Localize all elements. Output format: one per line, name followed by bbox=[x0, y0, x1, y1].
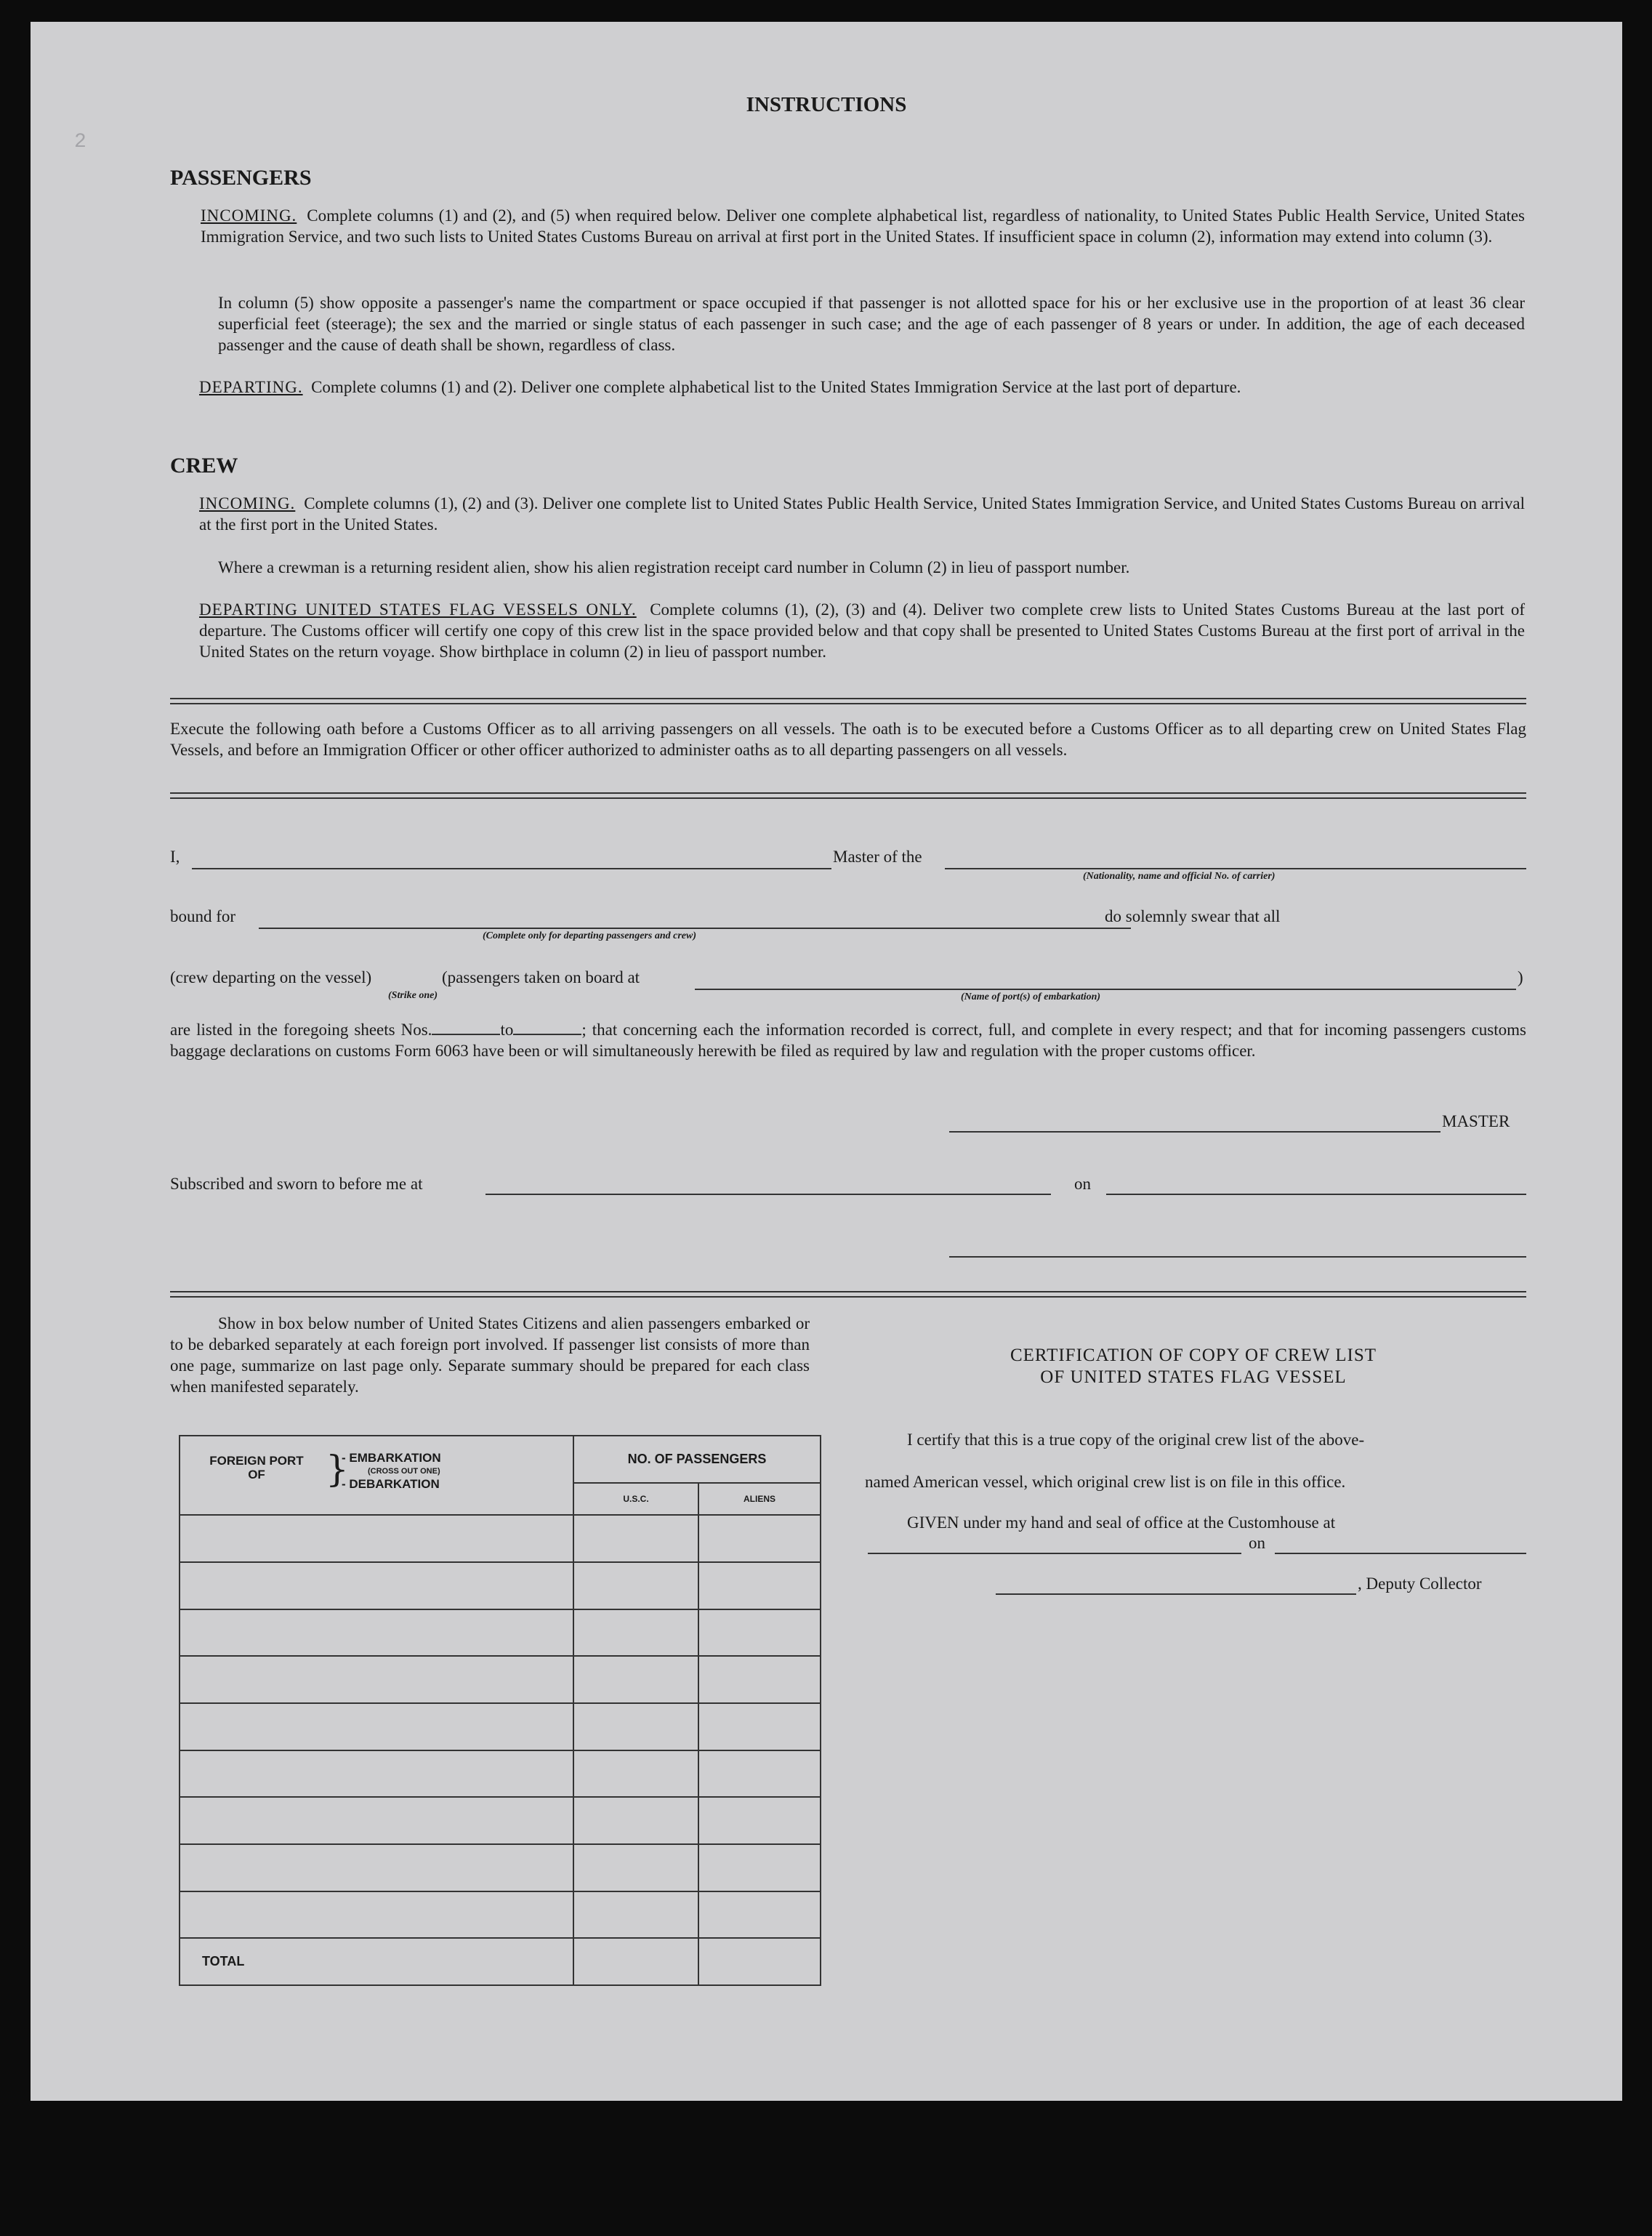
sworn-date-field[interactable] bbox=[1106, 1194, 1526, 1195]
crew-incoming-label: INCOMING. bbox=[199, 494, 296, 512]
oath-instructions-text: Execute the following oath before a Customs Officer as to all arriving passengers on all vessels. The oath is to be executed before a Customs Officer as to all departing crew on United States Flag Vessels, and before an Immigration Officer or other officer authorized to administer oaths as to all departing passengers on all vessels. bbox=[170, 720, 1526, 759]
passengers-heading: PASSENGERS bbox=[170, 166, 312, 190]
listed-in-label: are listed in the foregoing sheets Nos. bbox=[170, 1021, 432, 1039]
embarkation-ports-field[interactable] bbox=[695, 989, 1516, 990]
divider bbox=[170, 1291, 1526, 1298]
summary-instructions bbox=[170, 1313, 810, 1397]
aliens-cell[interactable] bbox=[698, 1562, 821, 1609]
usc-total-cell[interactable] bbox=[573, 1938, 698, 1985]
master-signature-field[interactable] bbox=[949, 1131, 1441, 1133]
usc-cell[interactable] bbox=[573, 1609, 698, 1657]
crew-alien bbox=[218, 557, 1525, 578]
port-cell[interactable] bbox=[180, 1515, 573, 1562]
passengers-incoming-text: Complete columns (1) and (2), and (5) when required below. Deliver one complete alphabetical list, regardless of nationality, to United States Public Health Service, United States Immigration Service, and two such lists to United States Customs Bureau on arrival at first port in the United States. If insufficient space in column (2), information may extend into column (3). bbox=[201, 206, 1525, 246]
aliens-cell[interactable] bbox=[698, 1750, 821, 1798]
usc-cell[interactable] bbox=[573, 1656, 698, 1703]
aliens-total-cell[interactable] bbox=[698, 1938, 821, 1985]
passengers-departing bbox=[199, 377, 1525, 398]
passenger-summary-table bbox=[179, 1435, 821, 1986]
total-label: TOTAL bbox=[180, 1938, 573, 1985]
carrier-caption: (Nationality, name and official No. of carrier) bbox=[1083, 871, 1276, 882]
usc-cell[interactable] bbox=[573, 1750, 698, 1798]
port-cell[interactable] bbox=[180, 1844, 573, 1891]
certification-title-line1: CERTIFICATION OF COPY OF CREW LIST bbox=[1010, 1346, 1377, 1365]
strike-caption: (Strike one) bbox=[388, 990, 438, 1001]
crew-departing-label: DEPARTING UNITED STATES FLAG VESSELS ONLY. bbox=[199, 600, 637, 619]
no-of-passengers-header: NO. OF PASSENGERS bbox=[573, 1436, 821, 1483]
cert-date-field[interactable] bbox=[1275, 1553, 1526, 1554]
given-line: GIVEN under my hand and seal of office at the Customhouse at bbox=[907, 1513, 1336, 1532]
crew-incoming-text: Complete columns (1), (2) and (3). Deliver one complete list to United States Public Health Service, United States Immigration Service, and United States Customs Bureau on arrival at the first port in the United States. bbox=[199, 494, 1525, 534]
usc-cell[interactable] bbox=[573, 1891, 698, 1939]
port-cell[interactable] bbox=[180, 1609, 573, 1657]
crew-departing-option: (crew departing on the vessel) bbox=[170, 968, 372, 986]
divider bbox=[170, 698, 1526, 704]
certify-line2: named American vessel, which original crew list is on file in this office. bbox=[865, 1473, 1346, 1491]
passengers-departing-text: Complete columns (1) and (2). Deliver one complete alphabetical list to the United States Immigration Service at the last port of departure. bbox=[311, 378, 1241, 396]
cross-out-one-label: (CROSS OUT ONE) bbox=[368, 1467, 440, 1476]
sworn-on-label: on bbox=[1074, 1175, 1091, 1193]
usc-cell[interactable] bbox=[573, 1515, 698, 1562]
certification-title-line2: OF UNITED STATES FLAG VESSEL bbox=[1040, 1367, 1347, 1387]
cert-on-label: on bbox=[1249, 1534, 1265, 1552]
master-of-label: Master of the bbox=[833, 848, 922, 866]
port-header-cell bbox=[180, 1436, 573, 1515]
crew-departing bbox=[199, 599, 1525, 662]
to-label: to bbox=[500, 1021, 514, 1039]
close-paren: ) bbox=[1518, 968, 1523, 986]
bound-for-label: bound for bbox=[170, 907, 236, 925]
port-cell[interactable] bbox=[180, 1703, 573, 1750]
foreign-port-label: FOREIGN PORT OF bbox=[209, 1454, 304, 1481]
passengers-column5-text: In column (5) show opposite a passenger's name the compartment or space occupied if that passenger is not allotted space for his or her exclusive use in the proportion of at least 36 clear superficial feet (steerage); the sex and the married or single status of each passenger in such case; and the age of each passenger of 8 years or under. In addition, the age of each deceased passenger and the cause of death shall be shown, regardless of class. bbox=[218, 294, 1525, 354]
debarkation-label: - DEBARKATION bbox=[342, 1477, 440, 1491]
usc-cell[interactable] bbox=[573, 1844, 698, 1891]
oath-i-label: I, bbox=[170, 848, 180, 866]
oath-instructions bbox=[170, 718, 1526, 760]
officer-signature-field[interactable] bbox=[949, 1256, 1526, 1258]
customhouse-field[interactable] bbox=[868, 1553, 1241, 1554]
passengers-departing-label: DEPARTING. bbox=[199, 378, 303, 396]
usc-header: U.S.C. bbox=[573, 1483, 698, 1516]
port-cell[interactable] bbox=[180, 1750, 573, 1798]
aliens-cell[interactable] bbox=[698, 1797, 821, 1844]
summary-instructions-text: Show in box below number of United States Citizens and alien passengers embarked or to be debarked separately at each foreign port involved. If passenger list consists of more than one page, summarize on last page only. Separate summary should be prepared for each class when manifested separately. bbox=[170, 1314, 810, 1396]
aliens-cell[interactable] bbox=[698, 1656, 821, 1703]
deputy-signature-field[interactable] bbox=[996, 1593, 1356, 1595]
aliens-cell[interactable] bbox=[698, 1515, 821, 1562]
bound-for-caption: (Complete only for departing passengers and crew) bbox=[483, 930, 696, 941]
document-page bbox=[31, 22, 1622, 2101]
crew-incoming bbox=[199, 493, 1525, 535]
carrier-field[interactable] bbox=[945, 868, 1526, 869]
brace: } bbox=[326, 1448, 349, 1490]
sworn-location-field[interactable] bbox=[485, 1194, 1051, 1195]
port-cell[interactable] bbox=[180, 1562, 573, 1609]
subscribed-label: Subscribed and sworn to before me at bbox=[170, 1175, 423, 1193]
page-title: INSTRUCTIONS bbox=[746, 93, 907, 116]
port-cell[interactable] bbox=[180, 1797, 573, 1844]
passengers-taken-option: (passengers taken on board at bbox=[442, 968, 640, 986]
statement-text: ; that concerning each the information recorded is correct, full, and complete in every respect; and that for incoming passengers customs baggage declarations on customs Form 6063 have been or will simultaneously herewith be filed as required by law and regulation with the proper customs officer. bbox=[170, 1021, 1526, 1060]
oath-statement bbox=[170, 1019, 1526, 1061]
passengers-incoming bbox=[201, 205, 1525, 247]
sheet-from-field[interactable] bbox=[432, 1021, 500, 1035]
aliens-header: ALIENS bbox=[698, 1483, 821, 1516]
aliens-cell[interactable] bbox=[698, 1609, 821, 1657]
crew-departing-text: Complete columns (1), (2), (3) and (4). Deliver two complete crew lists to United States Customs Bureau at the last port of departure. The Customs officer will certify one copy of this crew list in the space provided below and that copy shall be presented to United States Customs Bureau at the first port of arrival in the United States on the return voyage. Show birthplace in column (2) in lieu of passport number. bbox=[199, 600, 1526, 661]
master-name-field[interactable] bbox=[192, 868, 831, 869]
port-cell[interactable] bbox=[180, 1891, 573, 1939]
master-label: MASTER bbox=[1442, 1112, 1510, 1130]
usc-cell[interactable] bbox=[573, 1703, 698, 1750]
page-number-mark: 2 bbox=[74, 131, 86, 153]
crew-heading: CREW bbox=[170, 454, 238, 478]
certify-line1: I certify that this is a true copy of the original crew list of the above- bbox=[907, 1431, 1365, 1449]
embarkation-label: - EMBARKATION bbox=[342, 1451, 441, 1465]
sheet-to-field[interactable] bbox=[513, 1021, 581, 1035]
ports-caption: (Name of port(s) of embarkation) bbox=[961, 992, 1101, 1002]
aliens-cell[interactable] bbox=[698, 1703, 821, 1750]
aliens-cell[interactable] bbox=[698, 1844, 821, 1891]
deputy-collector-label: , Deputy Collector bbox=[1358, 1575, 1482, 1593]
usc-cell[interactable] bbox=[573, 1562, 698, 1609]
aliens-cell[interactable] bbox=[698, 1891, 821, 1939]
swear-label: do solemnly swear that all bbox=[1105, 907, 1281, 925]
bound-for-field[interactable] bbox=[259, 928, 1131, 929]
passengers-incoming-label: INCOMING. bbox=[201, 206, 297, 225]
port-cell[interactable] bbox=[180, 1656, 573, 1703]
usc-cell[interactable] bbox=[573, 1797, 698, 1844]
crew-alien-text: Where a crewman is a returning resident alien, show his alien registration receipt card number in Column (2) in lieu of passport number. bbox=[218, 558, 1130, 576]
divider bbox=[170, 792, 1526, 799]
passengers-column5 bbox=[218, 292, 1525, 355]
